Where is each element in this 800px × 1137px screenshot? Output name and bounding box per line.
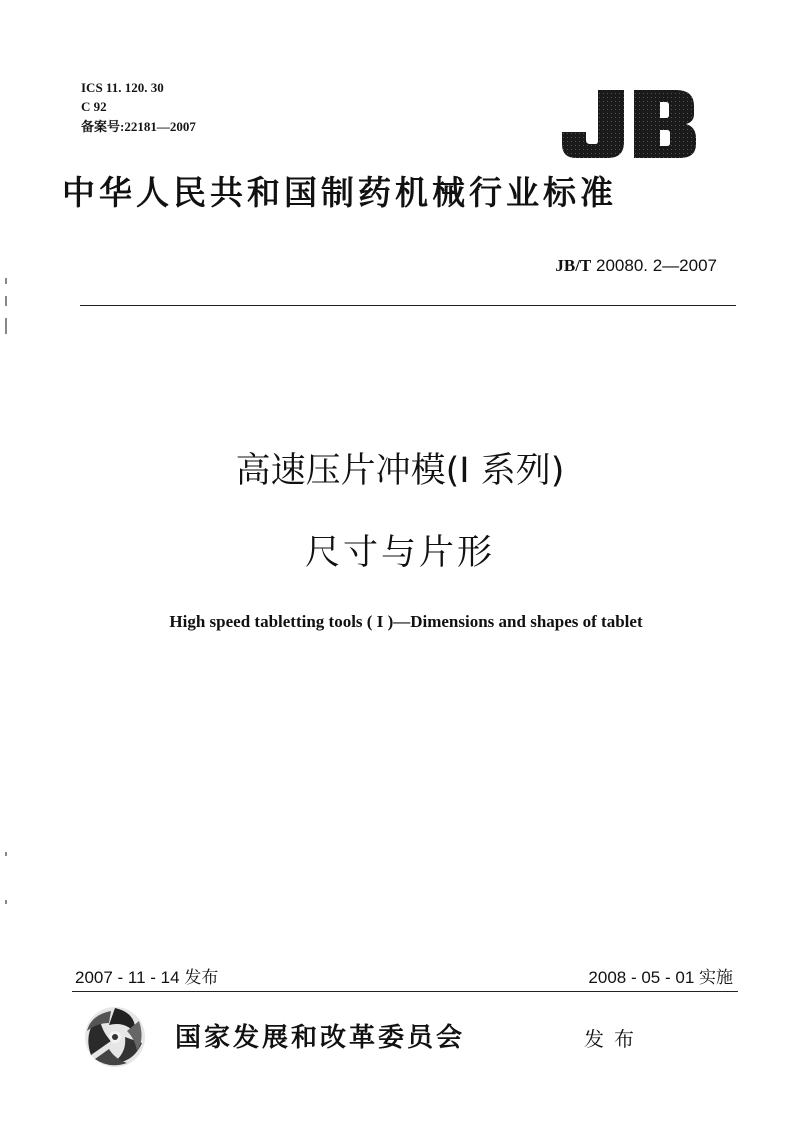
publish-label: 发布 bbox=[584, 1027, 644, 1051]
issue-date: 2007 - 11 - 14 发布 bbox=[75, 968, 219, 987]
chinese-title-sub: 尺寸与片形 bbox=[304, 533, 495, 573]
scan-edge-mark bbox=[5, 296, 7, 306]
filing-number: 备案号:22181—2007 bbox=[81, 119, 196, 134]
top-divider bbox=[80, 305, 736, 306]
scan-edge-mark bbox=[5, 278, 7, 284]
english-title: High speed tabletting tools ( I )—Dimensions and shapes of tablet bbox=[169, 612, 643, 631]
industry-standard-title: 中华人民共和国制药机械行业标准 bbox=[62, 173, 617, 212]
bottom-divider bbox=[72, 991, 738, 992]
scan-edge-mark bbox=[5, 852, 7, 856]
ccs-code: C 92 bbox=[81, 99, 107, 114]
chinese-title-main: 高速压片冲模(I 系列) bbox=[235, 451, 565, 491]
ics-code: ICS 11. 120. 30 bbox=[81, 80, 164, 95]
standard-number-value: 20080. 2—2007 bbox=[591, 256, 717, 275]
jb-logo bbox=[558, 88, 698, 160]
scan-edge-mark bbox=[5, 318, 7, 334]
implementation-date: 2008 - 05 - 01 实施 bbox=[588, 968, 733, 987]
standard-number bbox=[500, 255, 717, 277]
publisher-name: 国家发展和改革委员会 bbox=[175, 1023, 466, 1053]
ndrc-emblem-icon bbox=[80, 1004, 150, 1070]
standard-number-prefix: JB/T bbox=[555, 256, 592, 275]
scan-edge-mark bbox=[5, 900, 7, 904]
